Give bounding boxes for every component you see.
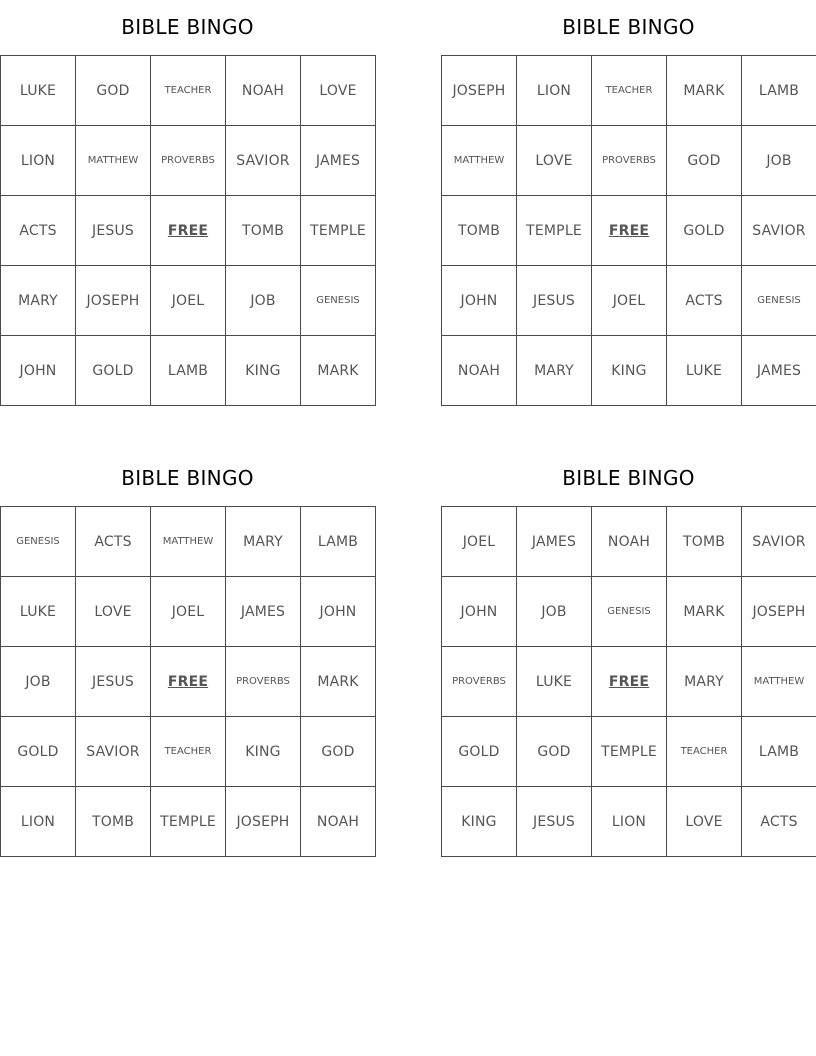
free-space-cell: FREE xyxy=(592,647,667,717)
bingo-cell: JESUS xyxy=(76,647,151,717)
bingo-cell: MATTHEW xyxy=(742,647,816,717)
bingo-cell: LAMB xyxy=(742,56,816,126)
bingo-cell: JOEL xyxy=(151,577,226,647)
bingo-cell: MATTHEW xyxy=(442,126,517,196)
card-title: BIBLE BINGO xyxy=(121,15,254,39)
bingo-cell: TEMPLE xyxy=(301,196,376,266)
bingo-cell: GENESIS xyxy=(742,266,816,336)
card-title: BIBLE BINGO xyxy=(562,15,695,39)
bingo-cell: LUKE xyxy=(667,336,742,406)
bingo-cell: PROVERBS xyxy=(442,647,517,717)
bingo-cell: GOD xyxy=(76,56,151,126)
bingo-cell: LION xyxy=(1,126,76,196)
bingo-cell: JOHN xyxy=(442,266,517,336)
bingo-cell: JAMES xyxy=(301,126,376,196)
bingo-cell: TEMPLE xyxy=(151,787,226,857)
card-title: BIBLE BINGO xyxy=(562,466,695,490)
grid-row xyxy=(442,717,816,787)
bingo-cell: LION xyxy=(1,787,76,857)
free-space-cell: FREE xyxy=(151,196,226,266)
bingo-cell: NOAH xyxy=(226,56,301,126)
bingo-cell: LAMB xyxy=(301,507,376,577)
bingo-cell: MATTHEW xyxy=(76,126,151,196)
card-title: BIBLE BINGO xyxy=(121,466,254,490)
bingo-cell: JAMES xyxy=(517,507,592,577)
grid-row xyxy=(442,336,816,406)
bingo-cell: GENESIS xyxy=(301,266,376,336)
bingo-cell: SAVIOR xyxy=(226,126,301,196)
bingo-cell: GOLD xyxy=(76,336,151,406)
bingo-cell: GOLD xyxy=(442,717,517,787)
bingo-cell: TOMB xyxy=(76,787,151,857)
bingo-cell: LOVE xyxy=(76,577,151,647)
bingo-cell: JOHN xyxy=(301,577,376,647)
bingo-cell: NOAH xyxy=(592,507,667,577)
bingo-cell: TOMB xyxy=(442,196,517,266)
bingo-cell: GOD xyxy=(517,717,592,787)
grid-row xyxy=(442,577,816,647)
bingo-cell: MARK xyxy=(301,336,376,406)
bingo-cell: LUKE xyxy=(517,647,592,717)
bingo-cell: JOB xyxy=(517,577,592,647)
bingo-cell: SAVIOR xyxy=(742,507,816,577)
bingo-cell: JAMES xyxy=(226,577,301,647)
bingo-cell: ACTS xyxy=(742,787,816,857)
bingo-cell: LAMB xyxy=(151,336,226,406)
bingo-cell: JOEL xyxy=(151,266,226,336)
grid-row xyxy=(442,126,816,196)
bingo-cell: MARK xyxy=(301,647,376,717)
bingo-cell: LUKE xyxy=(1,577,76,647)
bingo-cell: TEACHER xyxy=(151,717,226,787)
bingo-cell: LION xyxy=(517,56,592,126)
bingo-cell: PROVERBS xyxy=(151,126,226,196)
bingo-cell: TEMPLE xyxy=(517,196,592,266)
bingo-cell: TEACHER xyxy=(151,56,226,126)
bingo-cell: MARK xyxy=(667,577,742,647)
bingo-cell: TEMPLE xyxy=(592,717,667,787)
bingo-cell: JAMES xyxy=(742,336,816,406)
bingo-cell: NOAH xyxy=(301,787,376,857)
bingo-cell: LOVE xyxy=(301,56,376,126)
bingo-cell: JOSEPH xyxy=(76,266,151,336)
bingo-cell: KING xyxy=(226,336,301,406)
bingo-cell: JESUS xyxy=(76,196,151,266)
bingo-cell: PROVERBS xyxy=(226,647,301,717)
bingo-cell: SAVIOR xyxy=(742,196,816,266)
bingo-cell: LUKE xyxy=(1,56,76,126)
bingo-cell: MARY xyxy=(517,336,592,406)
bingo-grid xyxy=(0,506,376,857)
bingo-cell: JOEL xyxy=(592,266,667,336)
bingo-cell: MARY xyxy=(667,647,742,717)
grid-row xyxy=(442,787,816,857)
grid-row xyxy=(442,647,816,717)
grid-row xyxy=(442,196,816,266)
bingo-cell: ACTS xyxy=(667,266,742,336)
bingo-grid xyxy=(441,55,816,406)
bingo-cell: JOB xyxy=(226,266,301,336)
bingo-cell: LION xyxy=(592,787,667,857)
grid-row xyxy=(1,196,376,266)
bingo-cell: GENESIS xyxy=(592,577,667,647)
bingo-cell: JOSEPH xyxy=(742,577,816,647)
grid-row xyxy=(1,507,376,577)
bingo-cell: LOVE xyxy=(667,787,742,857)
grid-row xyxy=(1,56,376,126)
grid-row xyxy=(442,507,816,577)
free-space-cell: FREE xyxy=(151,647,226,717)
grid-row xyxy=(1,717,376,787)
grid-row xyxy=(1,266,376,336)
bingo-cell: GOLD xyxy=(667,196,742,266)
bingo-cell: LAMB xyxy=(742,717,816,787)
grid-row xyxy=(442,266,816,336)
bingo-cell: GOD xyxy=(301,717,376,787)
bingo-cell: PROVERBS xyxy=(592,126,667,196)
bingo-cell: KING xyxy=(592,336,667,406)
bingo-cell: TOMB xyxy=(226,196,301,266)
grid-row xyxy=(442,56,816,126)
bingo-cell: MARK xyxy=(667,56,742,126)
bingo-cell: NOAH xyxy=(442,336,517,406)
bingo-cell: KING xyxy=(442,787,517,857)
bingo-cell: JOHN xyxy=(442,577,517,647)
bingo-cell: LOVE xyxy=(517,126,592,196)
bingo-cell: TEACHER xyxy=(667,717,742,787)
bingo-cell: MARY xyxy=(226,507,301,577)
bingo-cell: TOMB xyxy=(667,507,742,577)
bingo-cell: JOSEPH xyxy=(226,787,301,857)
grid-row xyxy=(1,577,376,647)
bingo-cell: ACTS xyxy=(1,196,76,266)
bingo-cell: JOB xyxy=(742,126,816,196)
bingo-cell: GENESIS xyxy=(1,507,76,577)
bingo-cell: SAVIOR xyxy=(76,717,151,787)
grid-row xyxy=(1,647,376,717)
bingo-cell: JESUS xyxy=(517,787,592,857)
bingo-cell: JOB xyxy=(1,647,76,717)
free-space-cell: FREE xyxy=(592,196,667,266)
bingo-cell: KING xyxy=(226,717,301,787)
bingo-cell: JOHN xyxy=(1,336,76,406)
bingo-cell: GOD xyxy=(667,126,742,196)
bingo-cell: JESUS xyxy=(517,266,592,336)
grid-row xyxy=(1,787,376,857)
bingo-grid xyxy=(441,506,816,857)
grid-row xyxy=(1,336,376,406)
bingo-cell: MARY xyxy=(1,266,76,336)
bingo-cell: MATTHEW xyxy=(151,507,226,577)
bingo-cell: JOEL xyxy=(442,507,517,577)
grid-row xyxy=(1,126,376,196)
bingo-cell: ACTS xyxy=(76,507,151,577)
bingo-grid xyxy=(0,55,376,406)
bingo-cell: JOSEPH xyxy=(442,56,517,126)
bingo-cell: GOLD xyxy=(1,717,76,787)
bingo-cell: TEACHER xyxy=(592,56,667,126)
